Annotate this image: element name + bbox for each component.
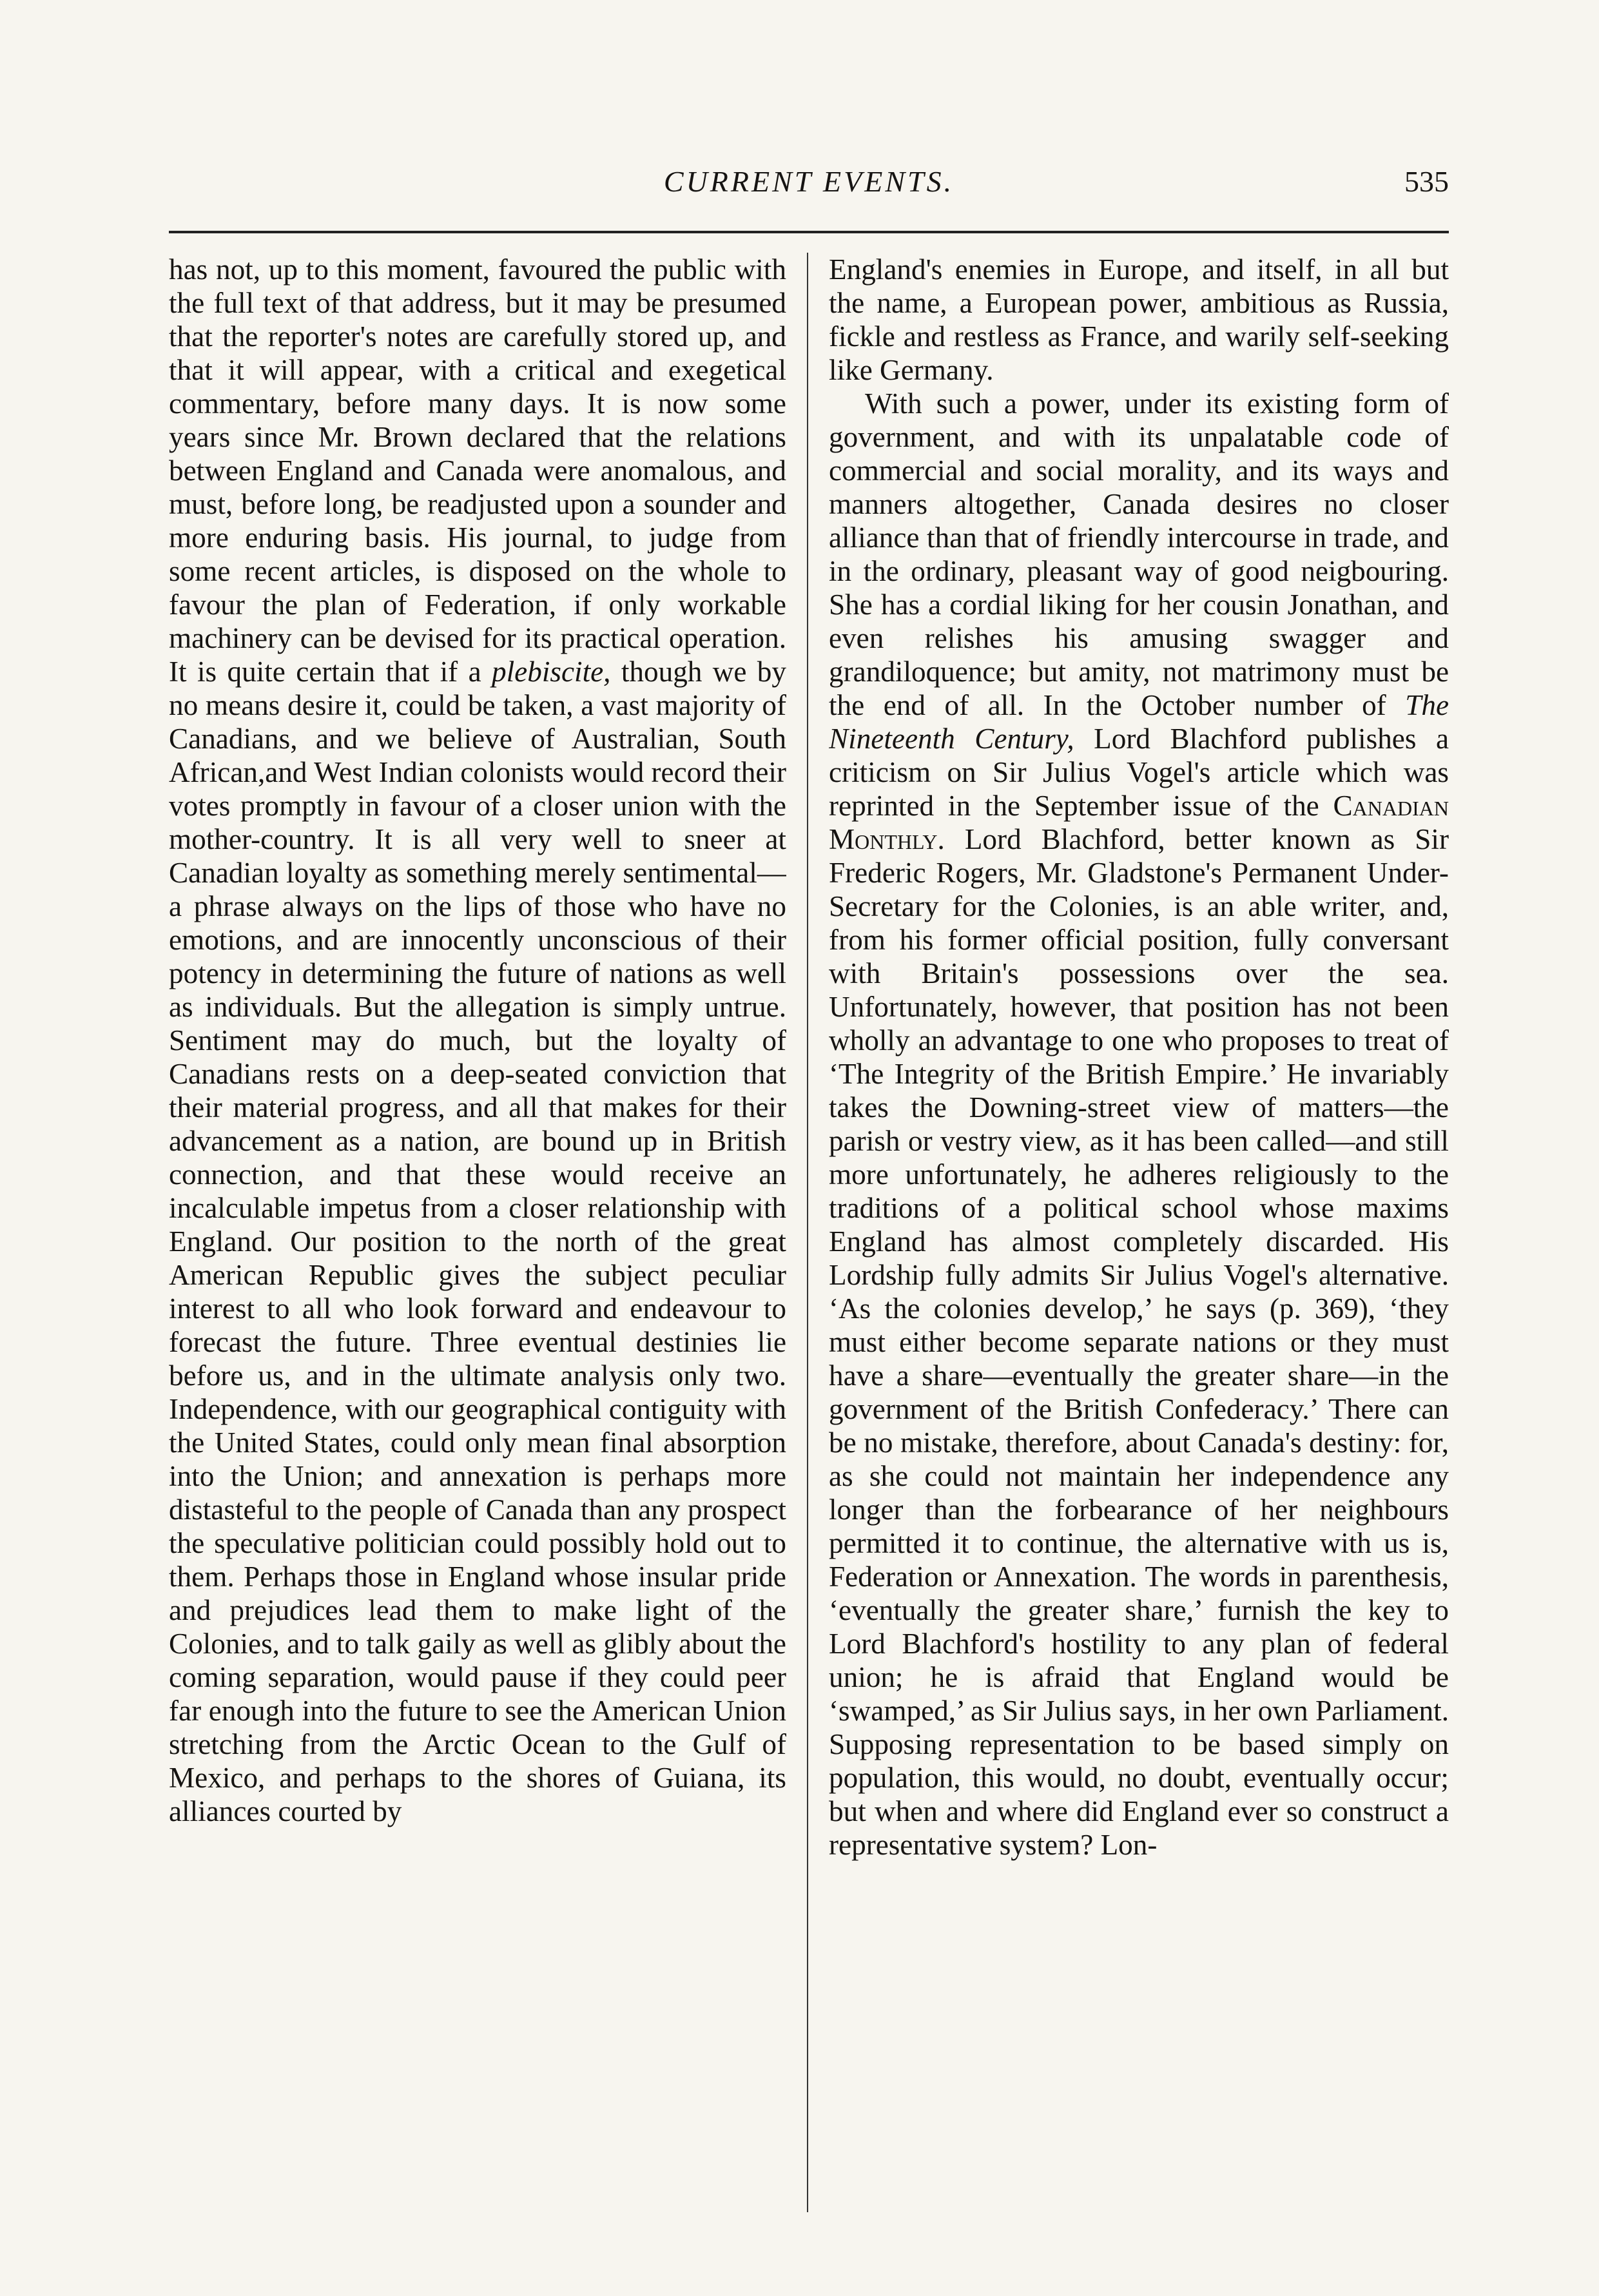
smallcaps-canadian-monthly: Canadian Monthly. bbox=[829, 790, 1449, 855]
right-text-b: Lord Blachford publishes a criticism on Sir Julius Vogel's article which was reprinted in the September issue of the bbox=[829, 723, 1449, 822]
left-text-a: has not, up to this moment, favoured the public with the full text of that address, but it may be presumed that the reporter's notes are carefully stored up, and that it will appear, with a critical and exegetical commentary, before many days. It is now some years since Mr. Brown declared that the relations between England and Canada were anomalous, and must, before long, be readjusted upon a sounder and more enduring basis. His journal, to judge from some recent articles, is disposed on the whole to favour the plan of Federation, if only workable machinery can be devised for its practical operation. It is quite certain that if a bbox=[169, 253, 786, 688]
right-paragraph-2 bbox=[829, 387, 1449, 1862]
column-divider bbox=[807, 253, 808, 2212]
page-number: 535 bbox=[1404, 165, 1449, 198]
right-column bbox=[829, 253, 1449, 2212]
left-paragraph-1 bbox=[169, 253, 786, 1828]
header-rule bbox=[169, 231, 1449, 233]
right-paragraph-1: England's enemies in Europe, and itself, in all but the name, a European power, ambitious as Russia, fickle and restless as France, and warily self-seeking like Germany. bbox=[829, 253, 1449, 386]
page-header bbox=[169, 164, 1449, 216]
left-text-b: though we by no means desire it, could be taken, a vast majority of Canadians, and we believe of Australian, South African,and West Indian colonists would record their votes promptly in favour of a closer union with the mother-country. It is all very well to sneer at Canadian loyalty as something merely sentimental—a phrase always on the lips of those who have no emotions, and are innocently unconscious of their potency in determining the future of nations as well as individuals. But the allegation is simply untrue. Sentiment may do much, but the loyalty of Canadians rests on a deep-seated conviction that their material progress, and all that makes for their advancement as a nation, are bound up in British connection, and that these would receive an incalculable impetus from a closer relationship with England. Our position to the north of the great American Republic gives the subject peculiar interest to all who look forward and endeavour to forecast the future. Three eventual destinies lie before us, and in the ultimate analysis only two. Independence, with our geographical contiguity with the United States, could only mean final absorption into the Union; and annexation is perhaps more distasteful to the people of Canada than any prospect the speculative politician could possibly hold out to them. Perhaps those in England whose insular pride and prejudices lead them to make light of the Colonies, and to talk gaily as well as glibly about the coming separation, would pause if they could peer far enough into the future to see the American Union stretching from the Arctic Ocean to the Gulf of Mexico, and perhaps to the shores of Guiana, its alliances courted by bbox=[169, 656, 786, 1827]
italic-title-nineteenth-century: The Nineteenth Century, bbox=[829, 689, 1449, 755]
running-head: CURRENT EVENTS. bbox=[663, 165, 955, 198]
right-text-c: Lord Blachford, better known as Sir Frederic Rogers, Mr. Gladstone's Permanent Under-Secretary for the Colonies, is an able writer, and, from his former official position, fully conversant with Britain's possessions over the sea. Unfortunately, however, that position has not been wholly an advantage to one who proposes to treat of ‘The Integrity of the British Empire.’ He invariably takes the Downing-street view of matters—the parish or vestry view, as it has been called—and still more unfortunately, he adheres religiously to the traditions of a political school whose maxims England has almost completely discarded. His Lordship fully admits Sir Julius Vogel's alternative. ‘As the colonies develop,’ he says (p. 369), ‘they must either become separate nations or they must have a share—eventually the greater share—in the government of the British Confederacy.’ There can be no mistake, therefore, about Canada's destiny: for, as she could not maintain her independence any longer than the forbearance of her neighbours permitted it to continue, the alternative with us is, Federation or Annexation. The words in parenthesis, ‘eventually the greater share,’ furnish the key to Lord Blachford's hostility to any plan of federal union; he is afraid that England would be ‘swamped,’ as Sir Julius says, in her own Parliament. Supposing representation to be based simply on population, this would, no doubt, eventually occur; but when and where did England ever so construct a representative system? Lon- bbox=[829, 823, 1449, 1861]
left-column bbox=[169, 253, 786, 2212]
right-text-a: With such a power, under its existing form of government, and with its unpalatable code of commercial and social morality, and its ways and manners altogether, Canada desires no closer alliance than that of friendly intercourse in trade, and in the ordinary, pleasant way of good neigbouring. She has a cordial liking for her cousin Jonathan, and even relishes his amusing swagger and grandiloquence; but amity, not matrimony must be the end of all. In the October number of bbox=[829, 387, 1449, 721]
italic-term-plebiscite: plebiscite, bbox=[492, 656, 611, 688]
